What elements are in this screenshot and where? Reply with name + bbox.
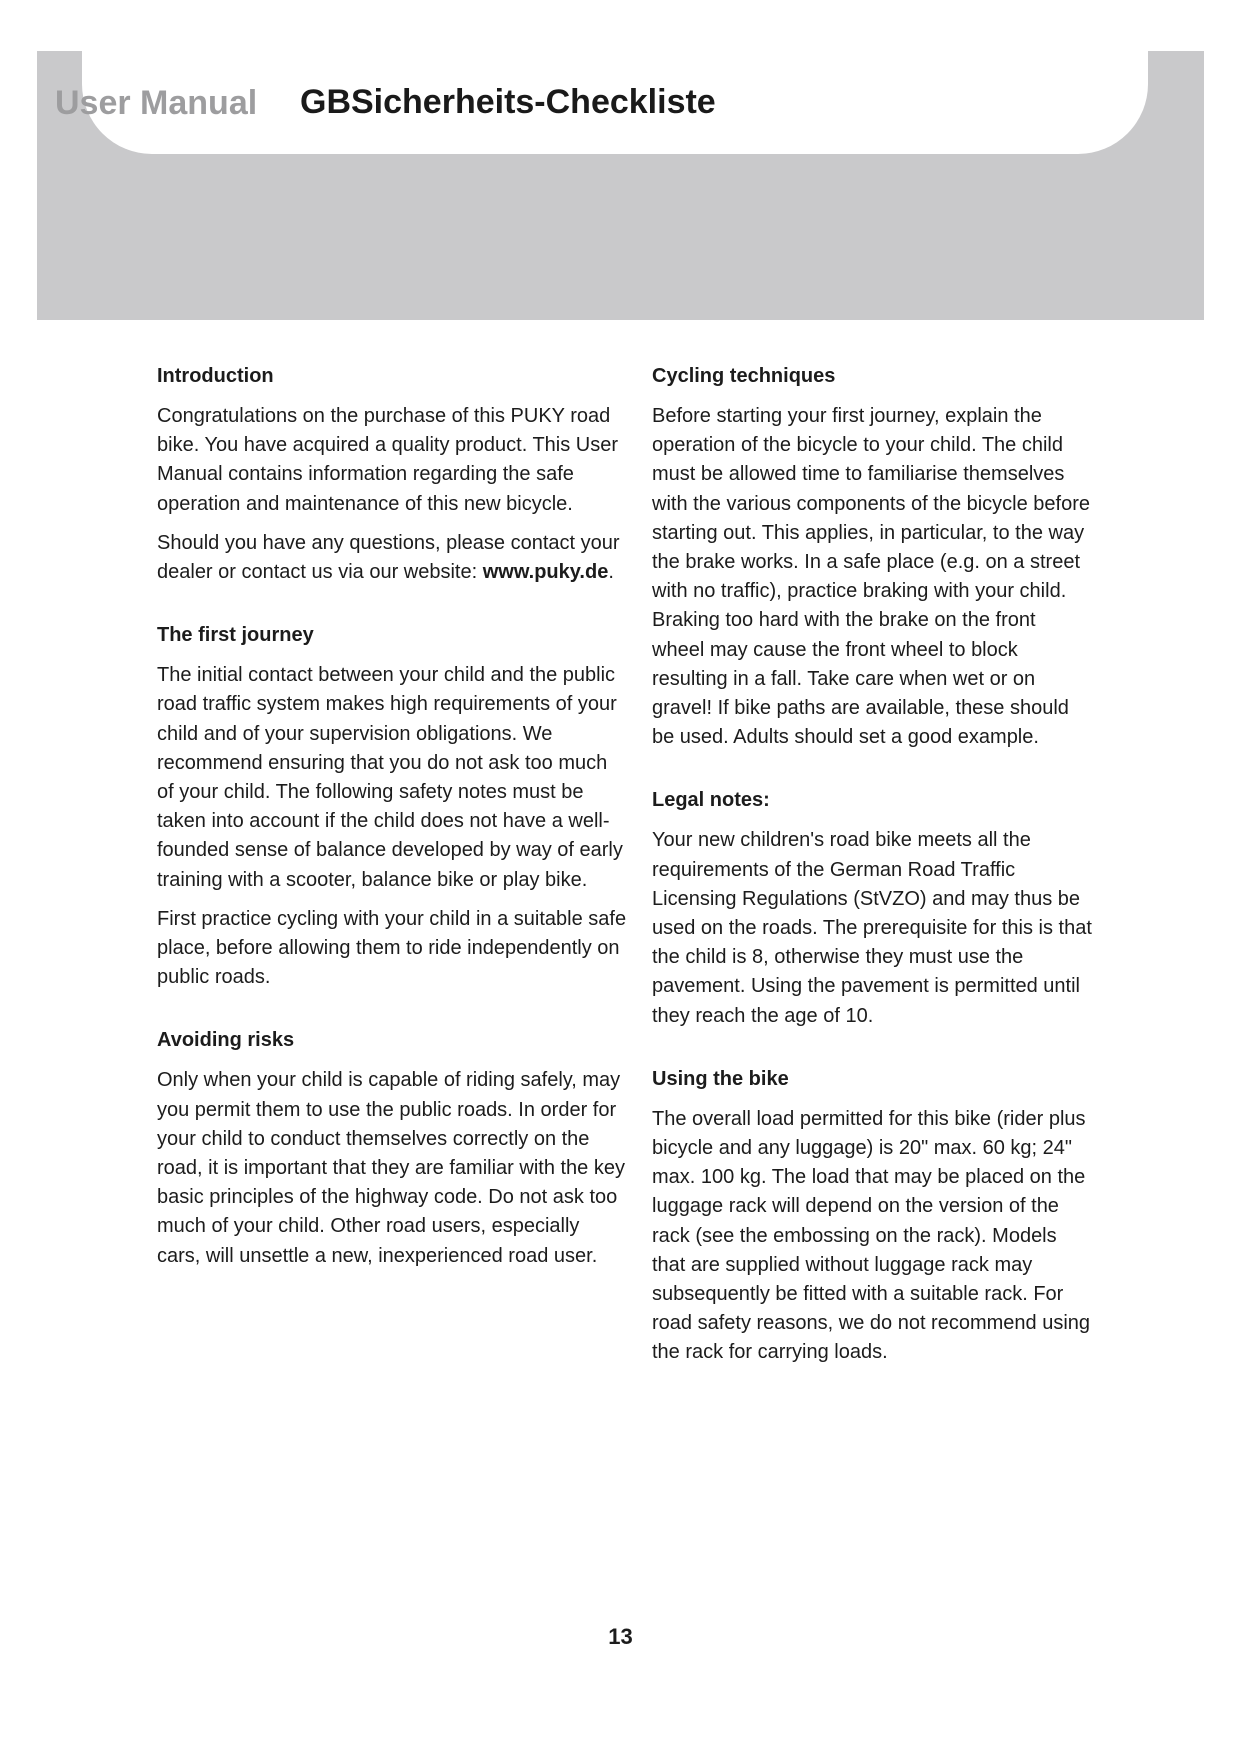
cycling-techniques-heading: Cycling techniques bbox=[652, 365, 836, 387]
left-column bbox=[157, 362, 627, 1305]
first-journey-paragraph-2: First practice cycling with your child in a suitable safe place, before allowing them to ride independently on public roads. bbox=[157, 907, 627, 989]
introduction-heading: Introduction bbox=[157, 365, 274, 387]
introduction-paragraph-1: Congratulations on the purchase of this PUKY road bike. You have acquired a quality product. This User Manual contains information regarding the safe operation and maintenance of this new bicycle. bbox=[157, 405, 619, 515]
section-legal-notes bbox=[652, 786, 1092, 1030]
website-link[interactable]: www.puky.de bbox=[482, 561, 609, 584]
page-number: 13 bbox=[608, 1624, 633, 1649]
introduction-contact-text: Should you have any questions, please contact your dealer or contact us via our website: bbox=[157, 531, 620, 584]
introduction-paragraph-2 bbox=[157, 529, 627, 587]
first-journey-paragraph-1: The initial contact between your child and the public road traffic system makes high requirements of your child and of your supervision obligations. We recommend ensuring that you do not ask too much of your child. The following safety notes must be taken into account if the child does not have a well-founded sense of balance developed by way of early training with a scooter, balance bike or play bike. bbox=[157, 664, 623, 891]
section-avoiding-risks bbox=[157, 1026, 627, 1270]
section-first-journey bbox=[157, 621, 627, 992]
page-title: GBSicherheits-Checkliste bbox=[300, 83, 716, 121]
section-introduction bbox=[157, 362, 627, 587]
legal-notes-heading: Legal notes: bbox=[652, 789, 770, 812]
section-using-the-bike bbox=[652, 1065, 1092, 1368]
header-label: User Manual bbox=[55, 84, 258, 122]
avoiding-risks-paragraph-1: Only when your child is capable of riding safely, may you permit them to use the public roads. In order for your child to conduct themselves correctly on the road, it is important that they are familiar with the key basic principles of the highway code. Do not ask too much of your child. Other road users, especially cars, will unsettle a new, inexperienced road user. bbox=[157, 1069, 625, 1267]
using-the-bike-heading: Using the bike bbox=[652, 1067, 789, 1090]
introduction-period: . bbox=[608, 561, 614, 584]
cycling-techniques-paragraph-1: Before starting your first journey, explain the operation of the bicycle to your child. The child must be allowed time to familiarise themselves with the various components of the bicycle before starting out. This applies, in particular, to the way the brake works. In a safe place (e.g. on a street with no traffic), practice braking with your child. Braking too hard with the brake on the front wheel may cause the front wheel to block resulting in a fall. Take care when wet or on gravel! If bike paths are available, these should be used. Adults should set a good example. bbox=[652, 405, 1091, 749]
right-column bbox=[652, 362, 1092, 1402]
using-the-bike-paragraph-1: The overall load permitted for this bike (rider plus bicycle and any luggage) is 20" max. 60 kg; 24" max. 100 kg. The load that may be placed on the luggage rack will depend on the version of the rack (see the embossing on the rack). Models that are supplied without luggage rack may subsequently be fitted with a suitable rack. For road safety reasons, we do not recommend using the rack for carrying loads. bbox=[652, 1107, 1091, 1364]
avoiding-risks-heading: Avoiding risks bbox=[157, 1029, 295, 1052]
legal-notes-paragraph-1: Your new children's road bike meets all the requirements of the German Road Traffic Licensing Regulations (StVZO) and may thus be used on the roads. The prerequisite for this is that the child is 8, otherwise they must use the pavement. Using the pavement is permitted until they reach the age of 10. bbox=[652, 829, 1092, 1027]
first-journey-heading: The first journey bbox=[157, 624, 314, 647]
section-cycling-techniques bbox=[652, 362, 1092, 752]
